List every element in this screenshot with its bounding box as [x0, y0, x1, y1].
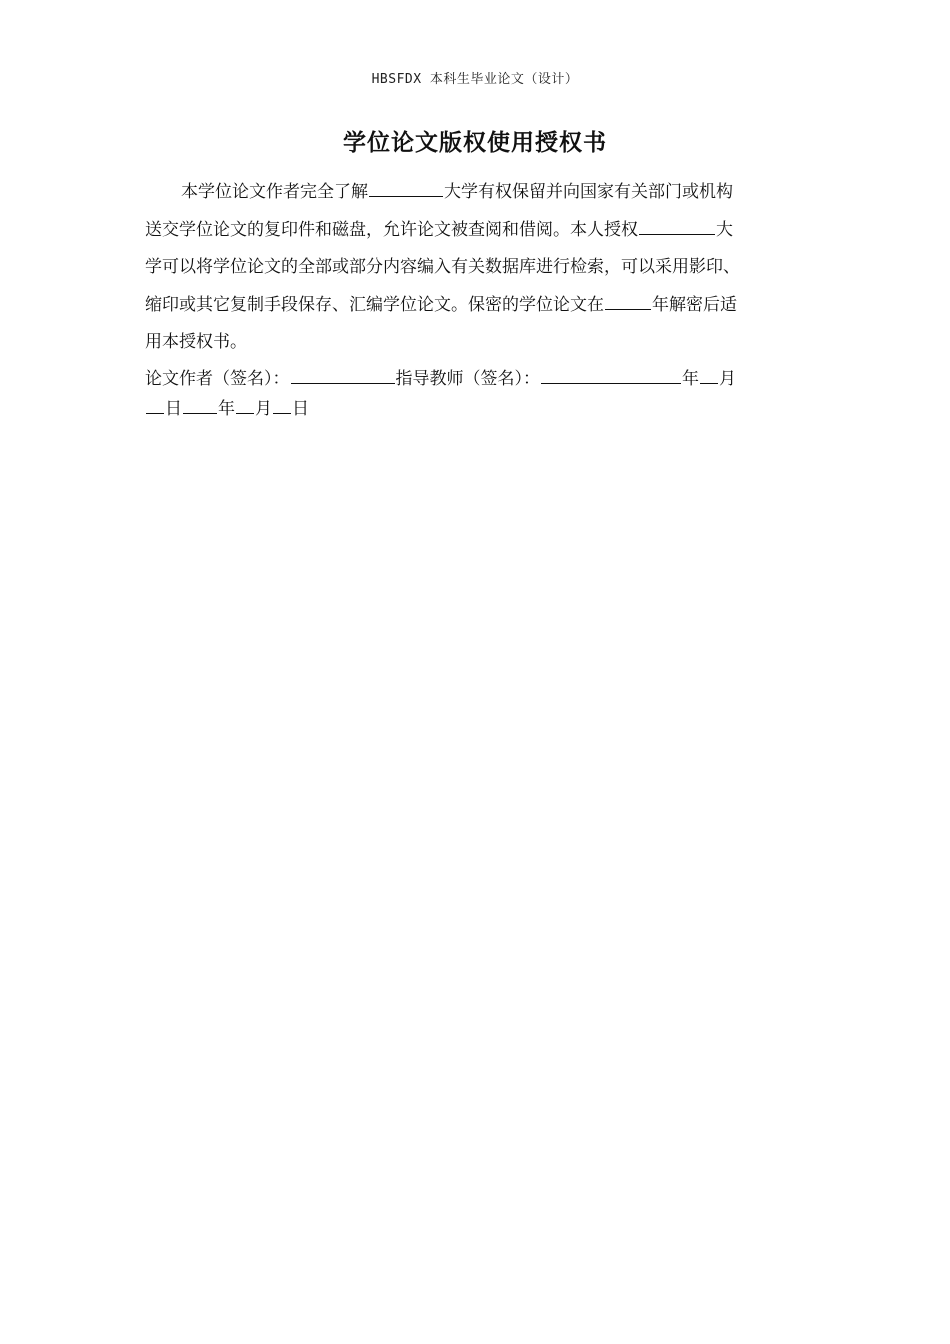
year-label: 年 — [682, 369, 699, 389]
years-blank — [605, 308, 651, 310]
month-label: 月 — [255, 399, 272, 419]
day-label: 日 — [165, 399, 182, 419]
paragraph-line-5 — [145, 324, 805, 362]
paragraph-line-4 — [145, 287, 805, 325]
line-text: 年解密后适 — [652, 294, 737, 315]
paragraph-line-3 — [145, 249, 805, 287]
signature-line-1 — [145, 364, 825, 394]
line-text: 用本授权书。 — [145, 332, 247, 352]
month-label: 月 — [719, 369, 736, 389]
authorization-paragraph — [145, 174, 805, 362]
line-text: 学可以将学位论文的全部或部分内容编入有关数据库进行检索，可以采用影印、 — [145, 257, 740, 277]
advisor-signature-label: 指导教师（签名）： — [395, 369, 540, 389]
line-text: 大学有权保留并向国家有关部门或机构 — [444, 182, 733, 202]
document-title: 学位论文版权使用授权书 — [343, 130, 607, 156]
running-header: HBSFDX 本科生毕业论文（设计） — [371, 72, 579, 87]
paragraph-line-2 — [145, 212, 805, 250]
year-label: 年 — [218, 399, 235, 419]
author-signature-label: 论文作者（签名）： — [145, 369, 290, 389]
signature-line-2 — [145, 394, 825, 424]
university-blank-2 — [639, 233, 715, 235]
author-signature-blank — [291, 382, 395, 384]
advisor-month-blank — [236, 412, 254, 414]
line-text: 大 — [716, 219, 733, 240]
day-blank — [146, 412, 164, 414]
advisor-day-blank — [273, 412, 291, 414]
month-blank — [700, 382, 718, 384]
advisor-signature-blank — [541, 382, 681, 384]
paragraph-line-1 — [145, 174, 805, 212]
line-text: 本学位论文作者完全了解 — [181, 182, 368, 202]
line-text: 缩印或其它复制手段保存、汇编学位论文。保密的学位论文在 — [145, 294, 604, 315]
signature-block — [145, 364, 825, 424]
advisor-year-blank — [183, 412, 217, 414]
day-label: 日 — [292, 399, 309, 419]
line-text: 送交学位论文的复印件和磁盘，允许论文被查阅和借阅。本人授权 — [145, 219, 638, 240]
university-blank-1 — [369, 195, 443, 197]
